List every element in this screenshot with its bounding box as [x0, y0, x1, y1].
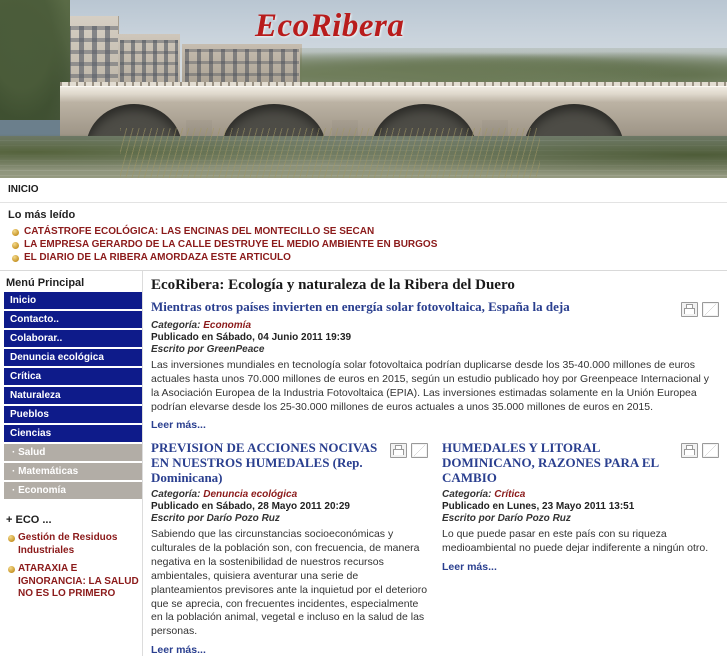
site-logo: EcoRibera [255, 8, 405, 44]
list-item[interactable] [8, 251, 719, 264]
article-meta [151, 489, 428, 524]
menu-item[interactable] [4, 406, 142, 424]
eco-list [4, 530, 142, 605]
list-item[interactable] [4, 561, 142, 605]
category-label: Categoría: [442, 489, 492, 501]
sidebar-item-denuncia-ecologica[interactable]: Denuncia ecológica [4, 349, 142, 367]
sidebar-item-salud[interactable]: · Salud [4, 444, 142, 462]
most-read-link[interactable]: CATÁSTROFE ECOLÓGICA: LAS ENCINAS DEL MONTECILLO SE SECAN [24, 226, 375, 237]
banner-bridge-deck [60, 86, 727, 103]
sidebar-item-critica[interactable]: Crítica [4, 368, 142, 386]
article-author: Escrito por GreenPeace [151, 344, 265, 355]
menu-item[interactable] [4, 368, 142, 386]
main-menu [4, 292, 142, 500]
published-date: Publicado en Sábado, 28 Mayo 2011 20:29 [151, 501, 350, 513]
eco-link[interactable]: ATARAXIA E IGNORANCIA: LA SALUD NO ES LO PRIMERO [18, 563, 139, 599]
article-column [442, 441, 719, 656]
top-navigation[interactable] [0, 178, 727, 203]
email-icon[interactable] [702, 302, 719, 317]
article-columns [151, 441, 719, 656]
menu-item[interactable] [4, 463, 142, 481]
sidebar-item-naturaleza[interactable]: Naturaleza [4, 387, 142, 405]
article-body: Las inversiones mundiales en tecnología solar fotovoltaica podrían duplicarse desde los 35-40.000 millones de euros actuales hasta unos 70.000 millones de euros en 2015, según un estudio publicado hoy por Greenpeace Internacional y la Asociación Europea de la Industria Fotovoltaica (EPIA). Las inversiones estimadas solamente en la Unión Europea podrían elevarse desde los 25-30.000 millones de euros actuales a unos 35.000 millones de euros en 2015. [151, 359, 710, 413]
list-item[interactable] [8, 225, 719, 238]
email-icon[interactable] [411, 443, 428, 458]
article-header [442, 441, 719, 486]
read-more-link[interactable]: Leer más... [442, 560, 497, 573]
menu-item[interactable] [4, 482, 142, 500]
most-read-link[interactable]: EL DIARIO DE LA RIBERA AMORDAZA ESTE ARTICULO [24, 252, 291, 263]
article-body: Lo que puede pasar en este país con su riqueza medioambiental no puede dejar indiferente a ningún otro. [442, 528, 709, 555]
eco-module-title: + ECO ... [6, 514, 52, 526]
category-label: Categoría: [151, 489, 201, 501]
most-read-list [8, 225, 719, 264]
sidebar-menu-title: Menú Principal [6, 277, 85, 289]
article-author: Escrito por Darío Pozo Ruz [151, 513, 280, 525]
menu-item[interactable] [4, 330, 142, 348]
nav-item-inicio[interactable]: INICIO [8, 184, 39, 195]
category-label: Categoría: [151, 320, 201, 331]
category-value[interactable]: Crítica [494, 489, 526, 501]
sidebar-item-pueblos[interactable]: Pueblos [4, 406, 142, 424]
article-tools[interactable] [390, 441, 428, 458]
sidebar-item-matematicas[interactable]: · Matemáticas [4, 463, 142, 481]
article-author: Escrito por Darío Pozo Ruz [442, 513, 571, 525]
article-tools[interactable] [681, 441, 719, 458]
bullet-icon [8, 535, 15, 542]
list-item[interactable] [8, 238, 719, 251]
article-body: Sabiendo que las circunstancias socioeconómicas y culturales de la población son, con frecuencia, de manera negativa en la sostenibilidad de nuestros recursos ambientales, quisiera aventurar una serie de planteamientos previsores ante la inquietud por el deterioro que se aprecia, con frecuentes incidentes, especialmente en la población animal, vegetal e incluso en la salud de las personas. [151, 528, 428, 638]
menu-item[interactable] [4, 444, 142, 462]
print-icon[interactable] [681, 443, 698, 458]
menu-item[interactable] [4, 311, 142, 329]
category-value[interactable]: Economía [203, 320, 252, 331]
article-title-link[interactable]: HUMEDALES Y LITORAL DOMINICANO, RAZONES PARA EL CAMBIO [442, 440, 659, 486]
page-layout [0, 271, 727, 656]
article-meta [442, 489, 719, 524]
sidebar-item-economia[interactable]: · Economía [4, 482, 142, 500]
article-header [151, 441, 428, 486]
print-icon[interactable] [390, 443, 407, 458]
published-date: Publicado en Sábado, 04 Junio 2011 19:39 [151, 332, 352, 343]
article-title-link[interactable]: Mientras otros países invierten en energía solar fotovoltaica, España la deja [151, 299, 570, 314]
eco-link[interactable]: Gestión de Residuos Industriales [18, 532, 118, 556]
menu-item[interactable] [4, 425, 142, 443]
print-icon[interactable] [681, 302, 698, 317]
menu-item[interactable] [4, 292, 142, 310]
bullet-icon [12, 229, 19, 236]
sidebar-item-contacto[interactable]: Contacto.. [4, 311, 142, 329]
menu-item[interactable] [4, 387, 142, 405]
article-title-link[interactable]: PREVISION DE ACCIONES NOCIVAS EN NUESTROS HUMEDALES (Rep. Dominicana) [151, 440, 378, 486]
bullet-icon [8, 566, 15, 573]
read-more-link[interactable]: Leer más... [151, 644, 206, 656]
article-tools[interactable] [681, 300, 719, 317]
sidebar [0, 271, 142, 605]
bullet-icon [12, 242, 19, 249]
menu-item[interactable] [4, 349, 142, 367]
article-meta [151, 320, 719, 355]
category-value[interactable]: Denuncia ecológica [203, 489, 298, 501]
published-date: Publicado en Lunes, 23 Mayo 2011 13:51 [442, 501, 635, 513]
most-read-title: Lo más leído [8, 209, 76, 221]
most-read-module [0, 203, 727, 271]
email-icon[interactable] [702, 443, 719, 458]
most-read-link[interactable]: LA EMPRESA GERARDO DE LA CALLE DESTRUYE EL MEDIO AMBIENTE EN BURGOS [24, 239, 438, 250]
article-column [151, 441, 428, 656]
list-item[interactable] [4, 530, 142, 561]
site-banner [0, 0, 727, 178]
read-more-link[interactable]: Leer más... [151, 419, 206, 432]
banner-reeds [120, 128, 540, 178]
sidebar-item-ciencias[interactable]: Ciencias [4, 425, 142, 443]
page-title: EcoRibera: Ecología y naturaleza de la Ribera del Duero [151, 277, 515, 293]
featured-article [151, 300, 719, 431]
main-content [142, 271, 727, 656]
sidebar-item-inicio[interactable]: Inicio [4, 292, 142, 310]
article-header [151, 300, 719, 317]
sidebar-item-colaborar[interactable]: Colaborar.. [4, 330, 142, 348]
bullet-icon [12, 255, 19, 262]
